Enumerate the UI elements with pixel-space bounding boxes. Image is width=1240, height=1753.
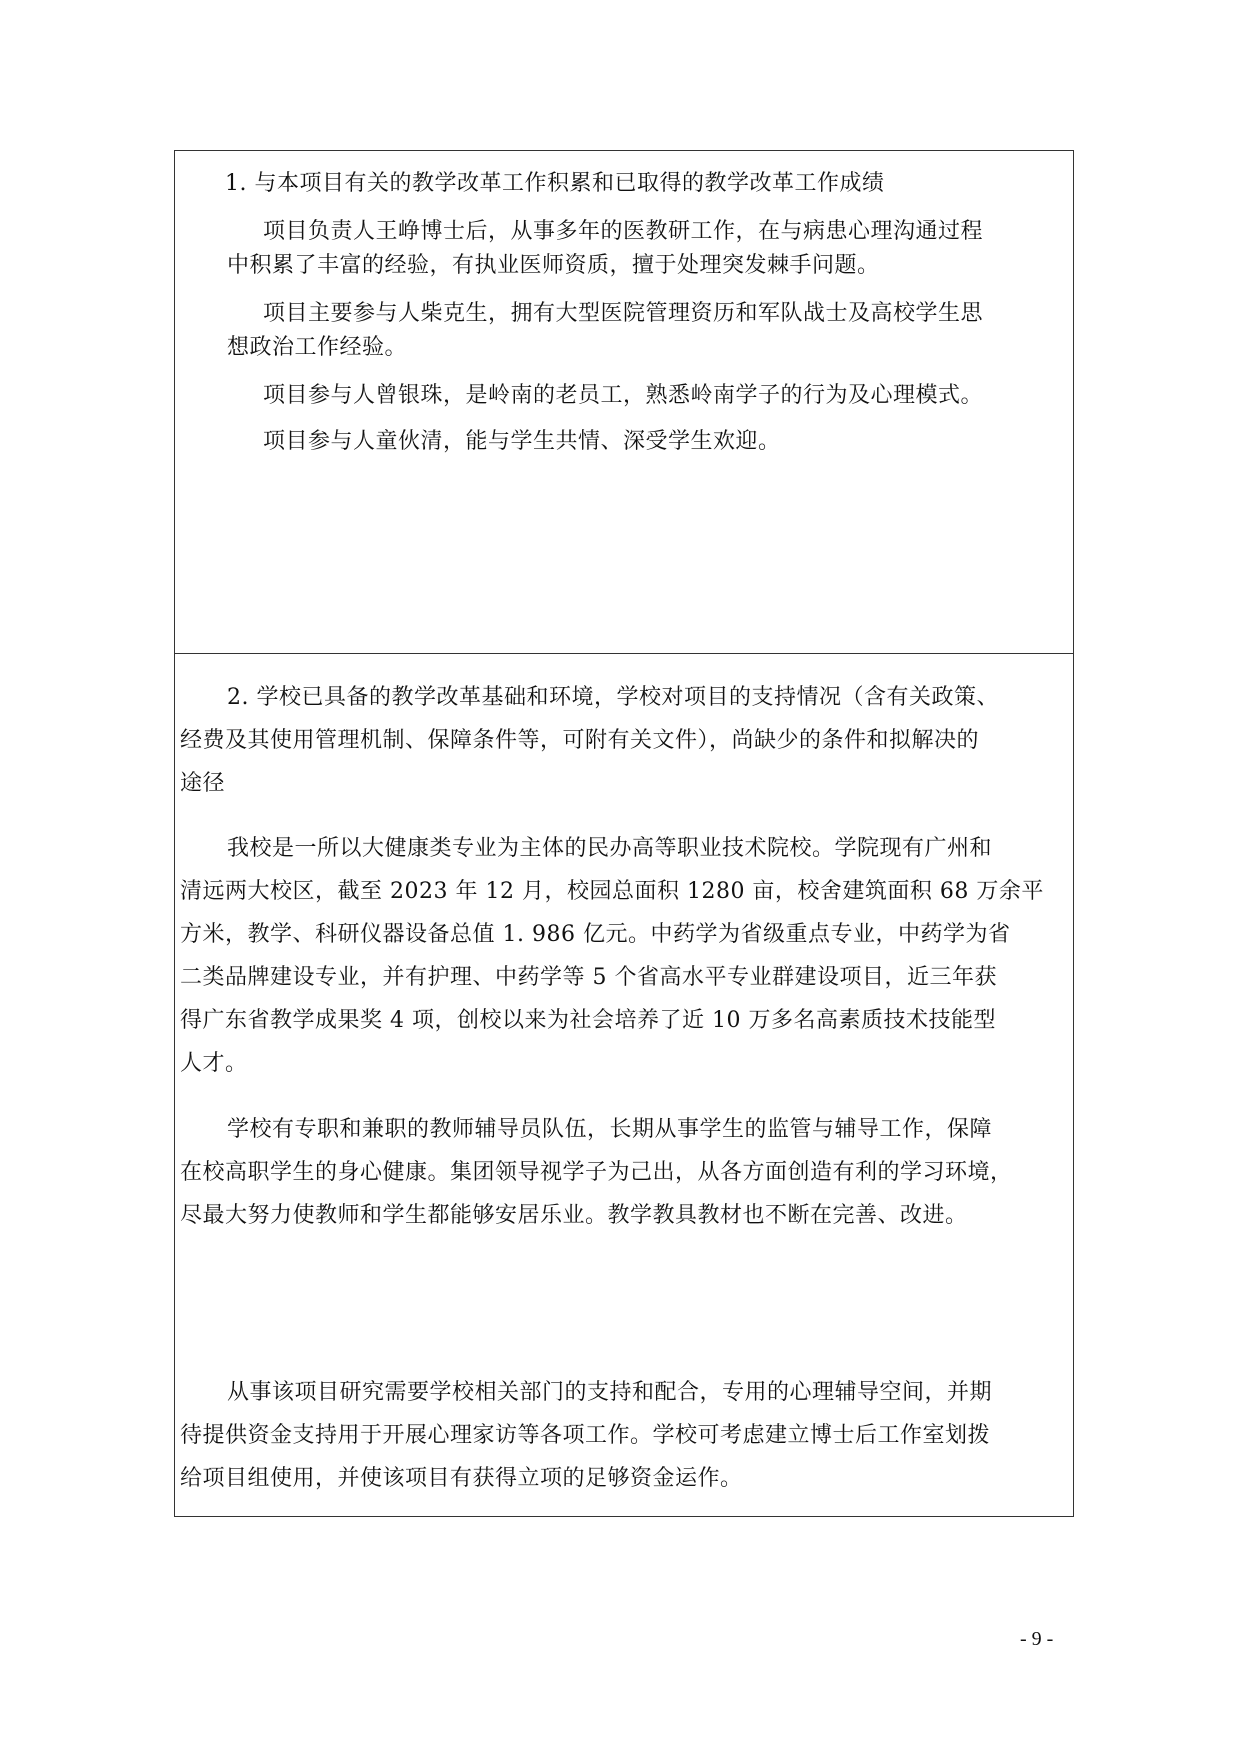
section-1-para-4: 项目参与人童伙清，能与学生共情、深受学生欢迎。 bbox=[263, 429, 781, 454]
section-2-para-1-line-5: 得广东省教学成果奖 4 项，创校以来为社会培养了近 10 万多名高素质技术技能型 bbox=[180, 1008, 996, 1033]
section-2-para-2-line-1: 学校有专职和兼职的教师辅导员队伍，长期从事学生的监管与辅导工作，保障 bbox=[227, 1117, 993, 1142]
section-1-para-2-line-2: 想政治工作经验。 bbox=[227, 335, 408, 360]
section-2-heading-line-1: 2. 学校已具备的教学改革基础和环境，学校对项目的支持情况（含有关政策、 bbox=[227, 685, 999, 710]
section-2-para-3-line-3: 给项目组使用，并使该项目有获得立项的足够资金运作。 bbox=[180, 1466, 743, 1491]
section-1-cell bbox=[175, 151, 1073, 654]
section-1-para-3: 项目参与人曾银珠，是岭南的老员工，熟悉岭南学子的行为及心理模式。 bbox=[263, 383, 984, 408]
section-2-para-1-line-6: 人才。 bbox=[180, 1051, 248, 1076]
section-2-cell bbox=[175, 654, 1073, 1516]
section-2-para-1-line-2: 清远两大校区，截至 2023 年 12 月，校园总面积 1280 亩，校舍建筑面积 68 万余平 bbox=[180, 879, 1044, 904]
section-1-para-1-line-2: 中积累了丰富的经验，有执业医师资质，擅于处理突发棘手问题。 bbox=[227, 253, 880, 278]
section-2-para-3-line-2: 待提供资金支持用于开展心理家访等各项工作。学校可考虑建立博士后工作室划拨 bbox=[180, 1423, 991, 1448]
section-2-heading-line-3: 途径 bbox=[180, 771, 226, 796]
section-2-para-1-line-3: 方米，教学、科研仪器设备总值 1. 986 亿元。中药学为省级重点专业，中药学为省 bbox=[180, 922, 1011, 947]
section-2-heading-line-2: 经费及其使用管理机制、保障条件等，可附有关文件），尚缺少的条件和拟解决的 bbox=[180, 728, 980, 753]
section-2-para-3-line-1: 从事该项目研究需要学校相关部门的支持和配合，专用的心理辅导空间，并期 bbox=[227, 1380, 993, 1405]
section-1-para-2-line-1: 项目主要参与人柴克生，拥有大型医院管理资历和军队战士及高校学生思 bbox=[263, 301, 984, 326]
section-1-para-1-line-1: 项目负责人王峥博士后，从事多年的医教研工作，在与病患心理沟通过程 bbox=[263, 219, 984, 244]
section-2-para-2-line-3: 尽最大努力使教师和学生都能够安居乐业。教学教具教材也不断在完善、改进。 bbox=[180, 1203, 968, 1228]
section-1-heading: 1. 与本项目有关的教学改革工作积累和已取得的教学改革工作成绩 bbox=[225, 171, 885, 196]
page-number: - 9 - bbox=[1020, 1628, 1054, 1650]
form-table bbox=[174, 150, 1074, 1517]
section-2-para-2-line-2: 在校高职学生的身心健康。集团领导视学子为己出，从各方面创造有利的学习环境， bbox=[180, 1160, 1013, 1185]
section-2-para-1-line-1: 我校是一所以大健康类专业为主体的民办高等职业技术院校。学院现有广州和 bbox=[227, 836, 993, 861]
section-2-para-1-line-4: 二类品牌建设专业，并有护理、中药学等 5 个省高水平专业群建设项目，近三年获 bbox=[180, 965, 997, 990]
